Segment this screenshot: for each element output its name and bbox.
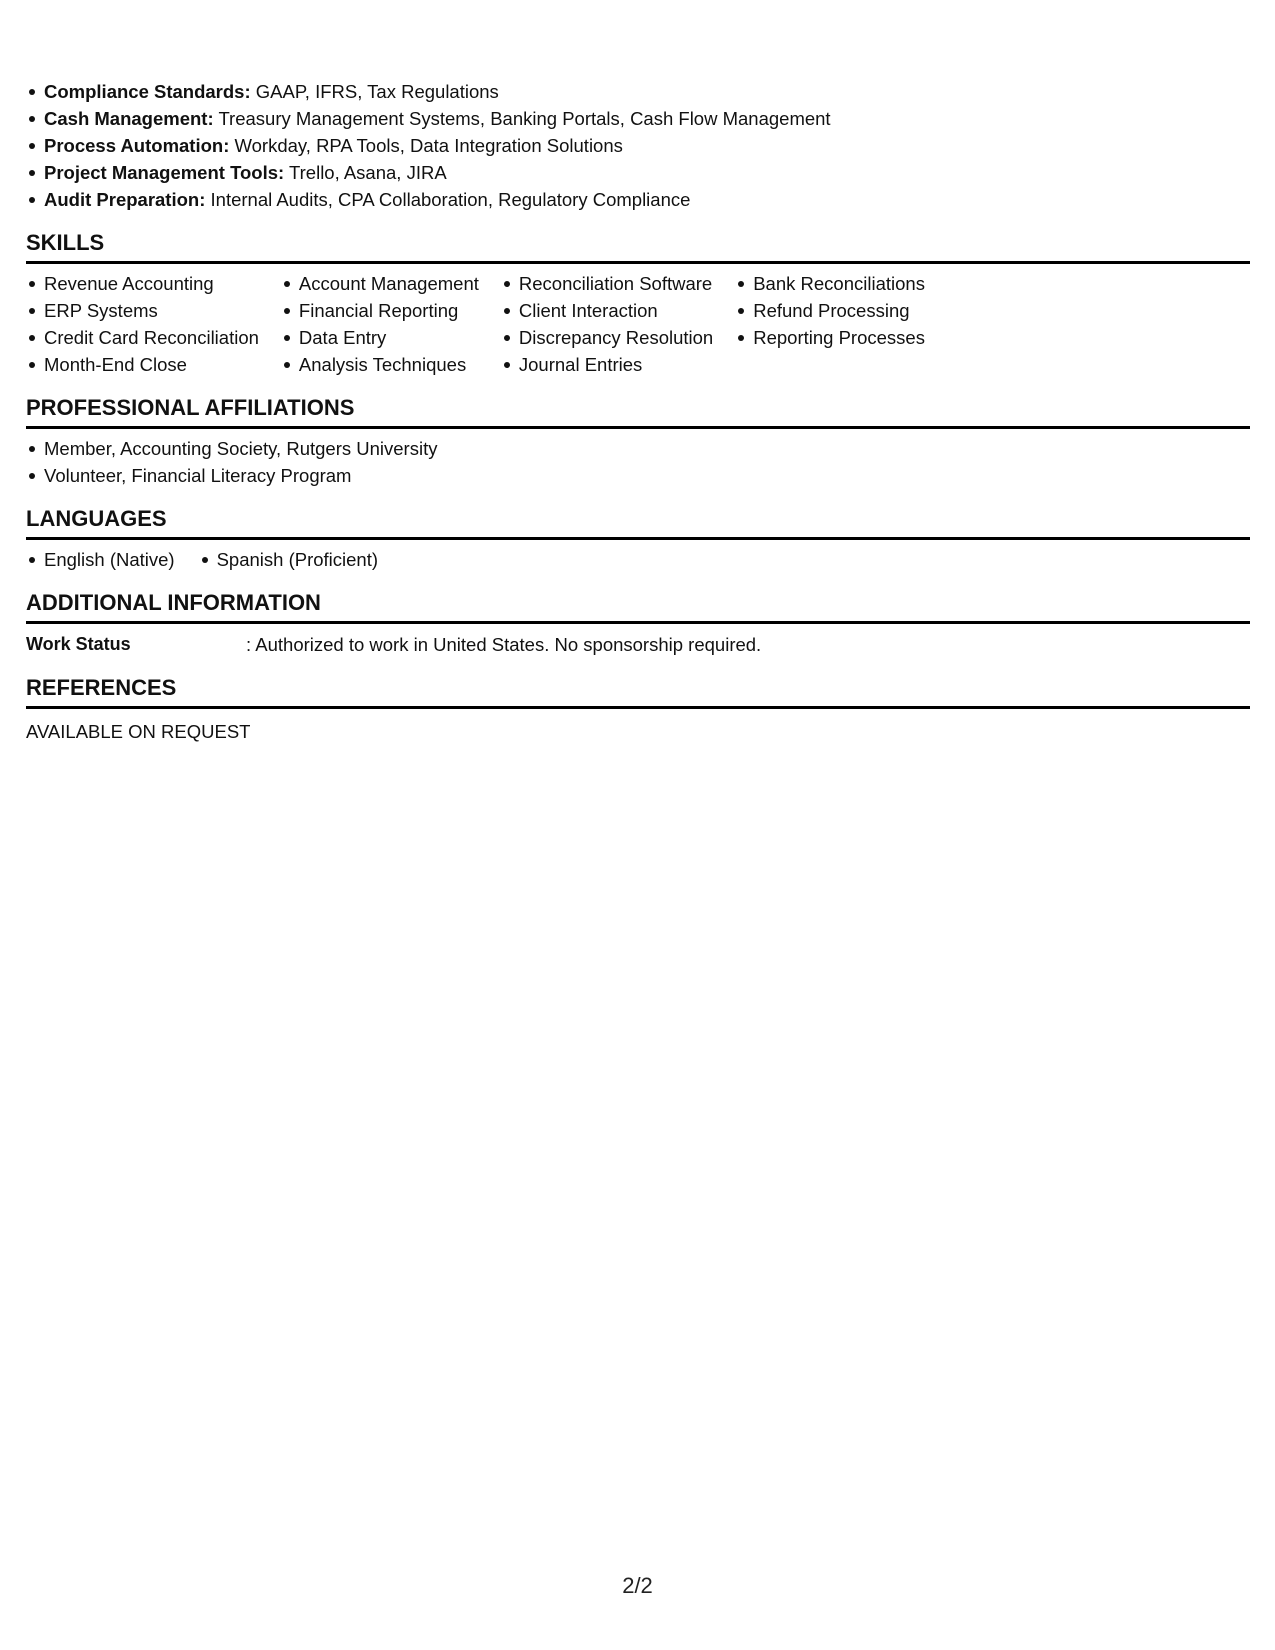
- tool-label: Process Automation:: [44, 135, 230, 156]
- work-status-row: [26, 631, 1250, 658]
- affiliation-item: Volunteer, Financial Literacy Program: [26, 462, 1250, 489]
- skill-item: ERP Systems: [26, 297, 259, 324]
- tool-value: Treasury Management Systems, Banking Portals, Cash Flow Management: [218, 108, 831, 129]
- skill-item: Credit Card Reconciliation: [26, 324, 259, 351]
- languages-list: [26, 546, 1250, 573]
- tool-value: Internal Audits, CPA Collaboration, Regulatory Compliance: [210, 189, 691, 210]
- list-item: [26, 186, 1250, 213]
- skill-item: Revenue Accounting: [26, 270, 259, 297]
- skills-column: [281, 270, 479, 378]
- skills-heading: SKILLS: [26, 229, 1250, 264]
- skill-item: Bank Reconciliations: [735, 270, 925, 297]
- additional-info-heading: ADDITIONAL INFORMATION: [26, 589, 1250, 624]
- list-item: [26, 105, 1250, 132]
- work-status-label: Work Status: [26, 634, 131, 654]
- skill-item: Discrepancy Resolution: [501, 324, 713, 351]
- tools-list: [26, 78, 1250, 213]
- tool-label: Compliance Standards:: [44, 81, 251, 102]
- tool-label: Cash Management:: [44, 108, 214, 129]
- skill-item: Reporting Processes: [735, 324, 925, 351]
- tool-value: Trello, Asana, JIRA: [289, 162, 447, 183]
- skill-item: Account Management: [281, 270, 479, 297]
- language-item: English (Native): [26, 546, 175, 573]
- languages-heading: LANGUAGES: [26, 505, 1250, 540]
- tool-label: Project Management Tools:: [44, 162, 285, 183]
- skill-item: Analysis Techniques: [281, 351, 479, 378]
- tool-value: GAAP, IFRS, Tax Regulations: [255, 81, 499, 102]
- affiliation-item: Member, Accounting Society, Rutgers University: [26, 435, 1250, 462]
- skills-column: [735, 270, 925, 378]
- skills-column: [26, 270, 259, 378]
- tool-label: Audit Preparation:: [44, 189, 206, 210]
- skills-grid: [26, 270, 1250, 378]
- references-text: AVAILABLE ON REQUEST: [26, 721, 251, 742]
- skills-column: [501, 270, 713, 378]
- list-item: [26, 159, 1250, 186]
- skill-item: Refund Processing: [735, 297, 925, 324]
- page-number: 2/2: [622, 1573, 653, 1598]
- resume-page: [26, 78, 1250, 745]
- skill-item: Client Interaction: [501, 297, 713, 324]
- skill-item: Journal Entries: [501, 351, 713, 378]
- skill-item: Reconciliation Software: [501, 270, 713, 297]
- skill-item: Data Entry: [281, 324, 479, 351]
- list-item: [26, 132, 1250, 159]
- skill-item: Month-End Close: [26, 351, 259, 378]
- language-item: Spanish (Proficient): [199, 546, 378, 573]
- skill-item: Financial Reporting: [281, 297, 479, 324]
- affiliations-list: [26, 435, 1250, 489]
- work-status-value: : Authorized to work in United States. No sponsorship required.: [246, 634, 762, 655]
- list-item: [26, 78, 1250, 105]
- tool-value: Workday, RPA Tools, Data Integration Solutions: [234, 135, 623, 156]
- affiliations-heading: PROFESSIONAL AFFILIATIONS: [26, 394, 1250, 429]
- references-heading: REFERENCES: [26, 674, 1250, 709]
